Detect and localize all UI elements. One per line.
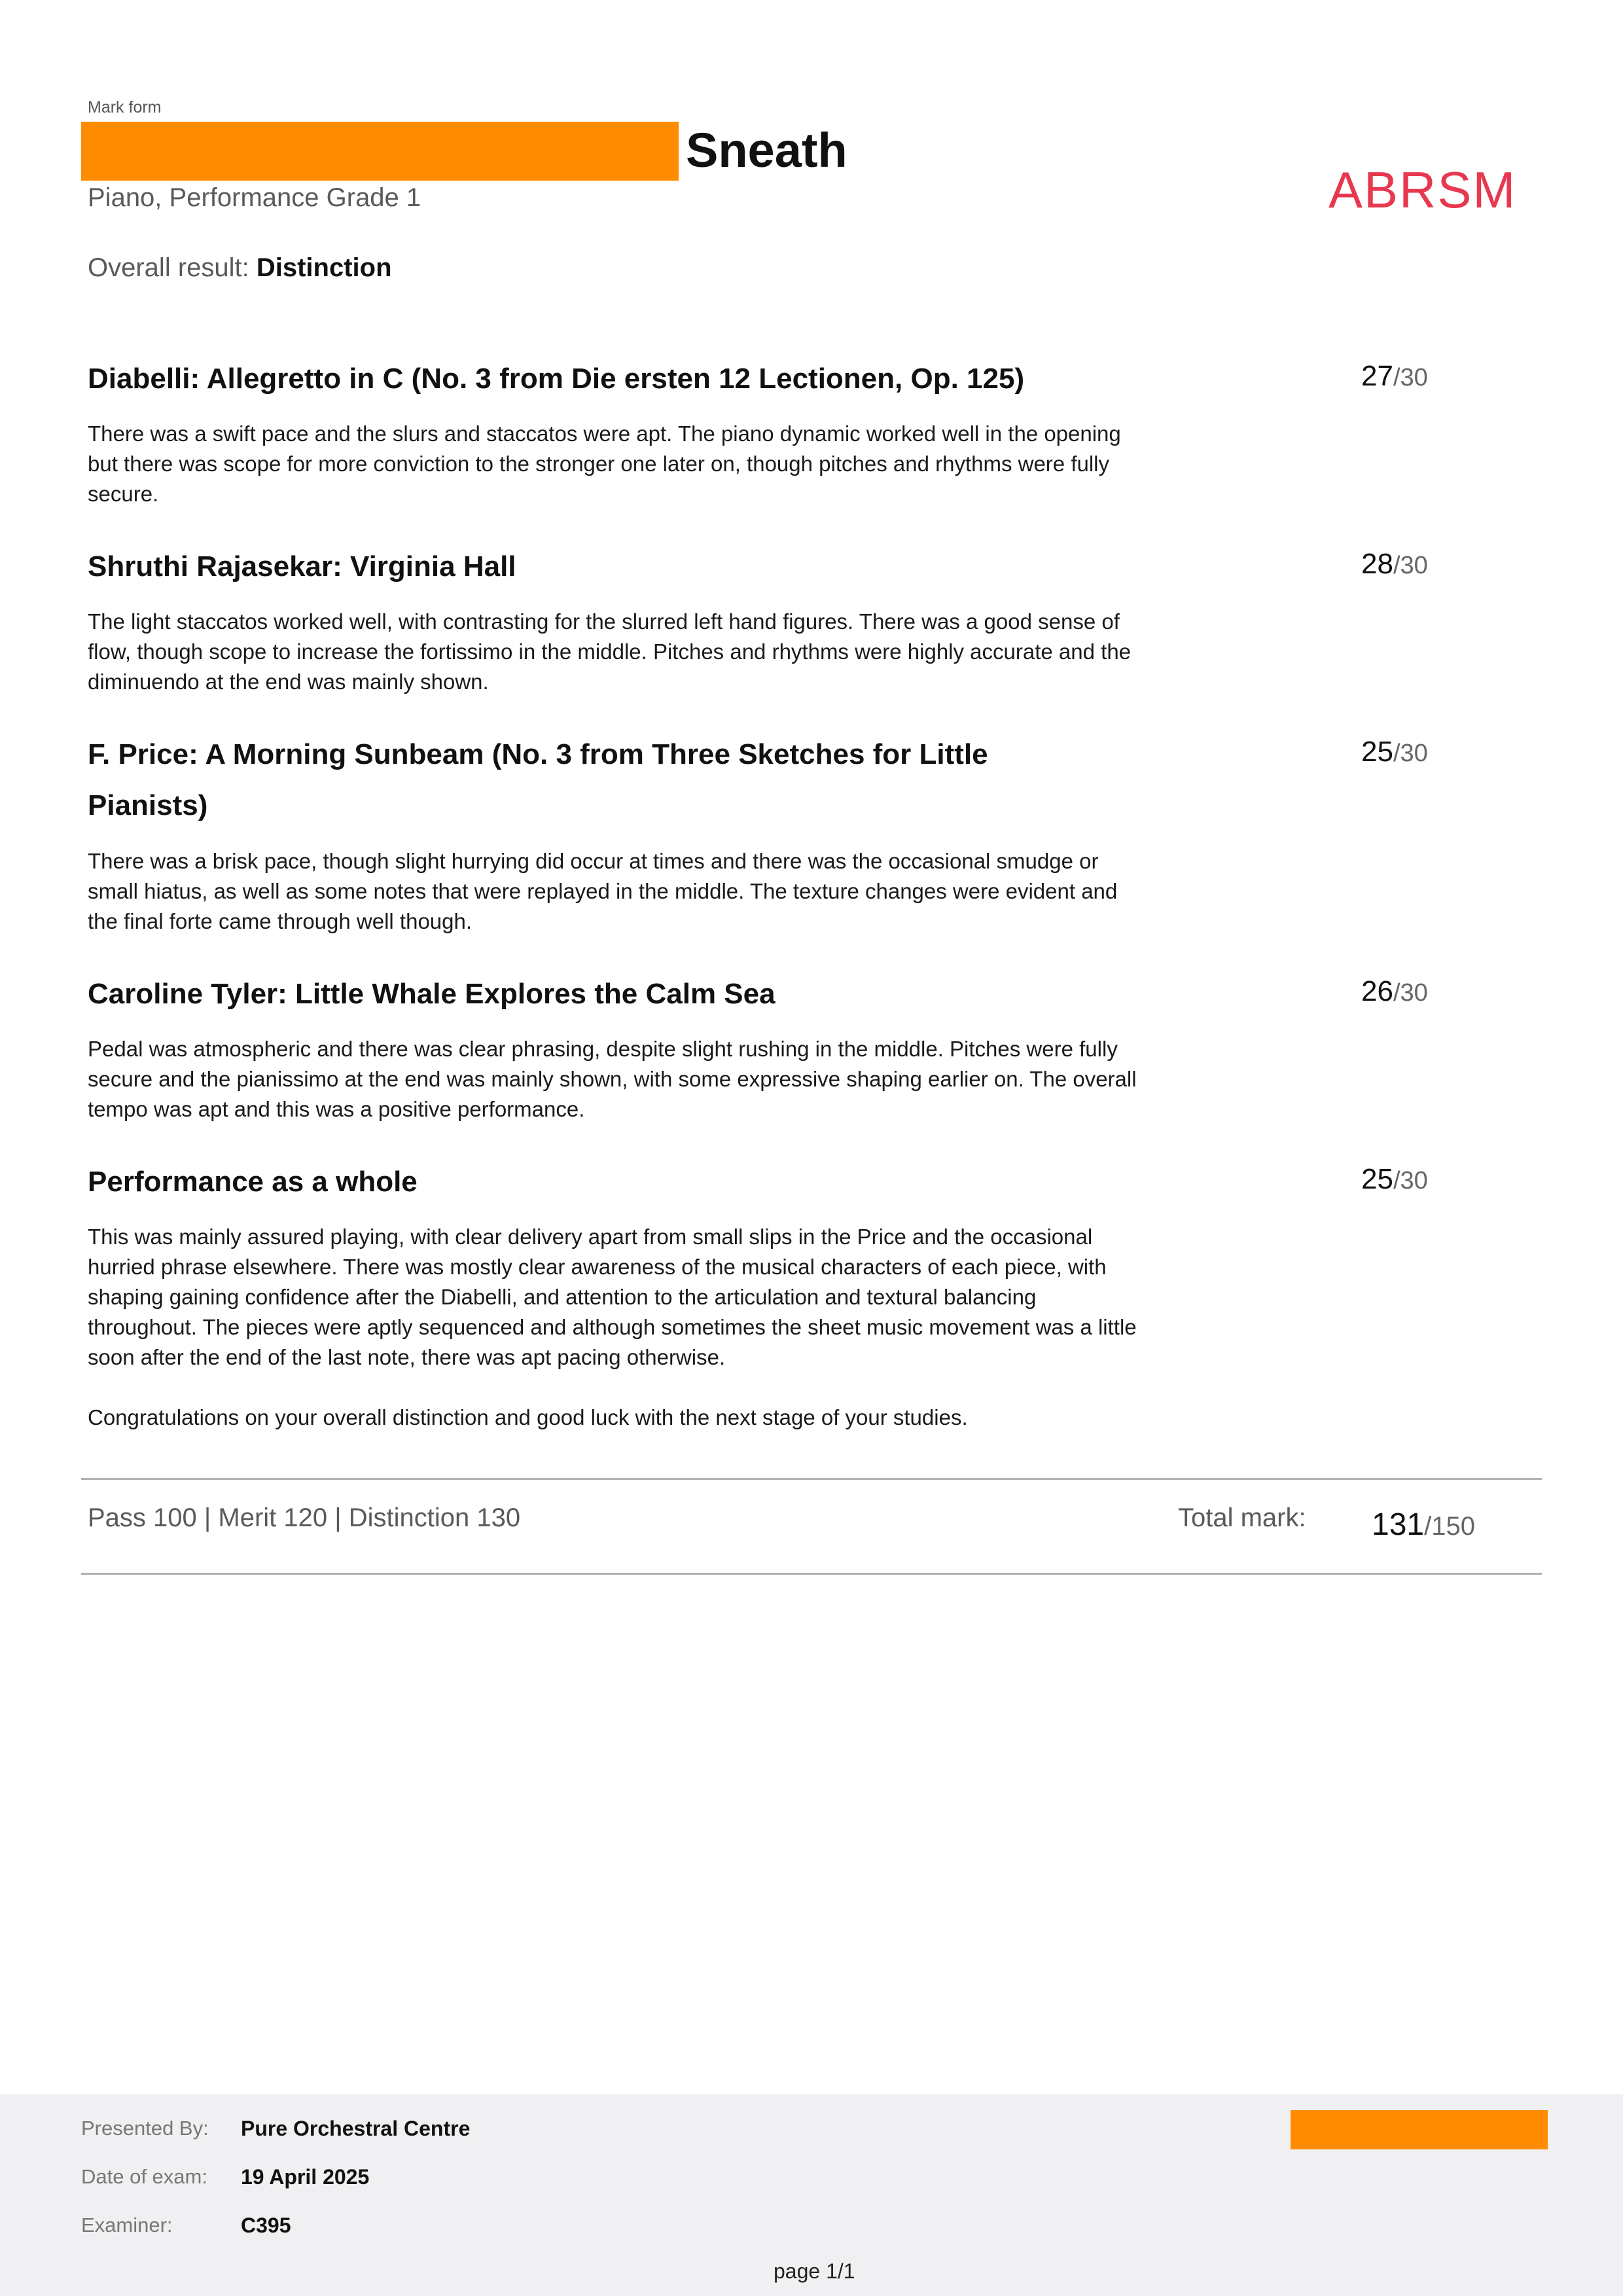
redacted-footer-box (1291, 2110, 1548, 2149)
piece-mark (1361, 736, 1492, 768)
performance-whole-comment: This was mainly assured playing, with clear delivery apart from small slips in the Price and the occasional hurried phrase elsewhere. There was mostly clear awareness of the musical characters of each piece, with shaping gaining confidence after the Diabelli, and attention to the articulation and textural balancing throughout. The pieces were aptly sequenced and although sometimes the sheet music movement was a little soon after the end of the last note, there was apt pacing otherwise. (88, 1225, 1137, 1369)
redacted-first-name (81, 122, 679, 181)
piece-title: Shruthi Rajasekar: Virginia Hall (88, 550, 516, 583)
performance-whole-mark (1361, 1163, 1492, 1196)
piece-mark-out-of: /30 (1393, 740, 1428, 767)
piece-mark-out-of: /30 (1393, 1167, 1428, 1194)
overall-result-value: Distinction (256, 253, 392, 282)
piece-mark (1361, 360, 1492, 393)
piece-mark-value: 25 (1361, 736, 1393, 768)
piece-comment: The light staccatos worked well, with contrasting for the slurred left hand figures. There was a good sense of flow, though scope to increase the fortissimo in the middle. Pitches and rhythms were highly accurate and the diminuendo at the end was mainly shown. (88, 609, 1132, 694)
performance-whole-title: Performance as a whole (88, 1166, 418, 1198)
piece-mark (1361, 548, 1492, 581)
overall-result (88, 253, 392, 283)
presented-by-value: Pure Orchestral Centre (241, 2117, 471, 2140)
summary-top-divider (81, 1478, 1542, 1480)
piece-mark-value: 27 (1361, 360, 1393, 392)
grade-thresholds: Pass 100 | Merit 120 | Distinction 130 (88, 1503, 521, 1532)
page-number: page 1/1 (774, 2259, 855, 2283)
piece-mark-value: 28 (1361, 548, 1393, 580)
piece-mark-out-of: /30 (1393, 552, 1428, 579)
piece-title: Caroline Tyler: Little Whale Explores the Calm Sea (88, 978, 776, 1010)
piece-mark-value: 25 (1361, 1163, 1393, 1195)
piece-mark-out-of: /30 (1393, 364, 1428, 391)
piece-mark (1361, 975, 1492, 1008)
piece-mark-out-of: /30 (1393, 979, 1428, 1007)
total-mark (1372, 1507, 1475, 1543)
instrument-grade: Piano, Performance Grade 1 (88, 183, 421, 212)
total-mark-value: 131 (1372, 1507, 1425, 1542)
congratulations-comment: Congratulations on your overall distinction and good luck with the next stage of your studies. (88, 1405, 968, 1429)
examiner-value: C395 (241, 2214, 291, 2237)
summary-bottom-divider (81, 1573, 1542, 1575)
piece-comment: There was a brisk pace, though slight hurrying did occur at times and there was the occasional smudge or small hiatus, as well as some notes that were replayed in the middle. The texture changes were evident and the final forte came through well though. (88, 849, 1118, 933)
examiner-label: Examiner: (81, 2214, 173, 2236)
presented-by-label: Presented By: (81, 2117, 209, 2140)
piece-comment: Pedal was atmospheric and there was clear phrasing, despite slight rushing in the middle. Pitches were fully secure and the pianissimo at the end was mainly shown, with some expressive shaping earlier on. The overall tempo was apt and this was a positive performance. (88, 1037, 1137, 1121)
piece-title: F. Price: A Morning Sunbeam (No. 3 from Three Sketches for Little Pianists) (88, 738, 988, 821)
exam-date-value: 19 April 2025 (241, 2165, 370, 2189)
overall-result-label: Overall result: (88, 253, 257, 282)
piece-title: Diabelli: Allegretto in C (No. 3 from Die ersten 12 Lectionen, Op. 125) (88, 363, 1025, 395)
piece-mark-value: 26 (1361, 975, 1393, 1007)
piece-comment: There was a swift pace and the slurs and staccatos were apt. The piano dynamic worked well in the opening but there was scope for more conviction to the stronger one later on, though pitches and rhythms were fully secure. (88, 422, 1121, 506)
abrsm-logo: ABRSM (1329, 161, 1517, 219)
total-mark-out-of: /150 (1424, 1512, 1475, 1541)
doc-type-label: Mark form (88, 98, 162, 117)
candidate-surname: Sneath (686, 123, 847, 177)
exam-date-label: Date of exam: (81, 2165, 207, 2188)
total-mark-label: Total mark: (1178, 1503, 1306, 1532)
